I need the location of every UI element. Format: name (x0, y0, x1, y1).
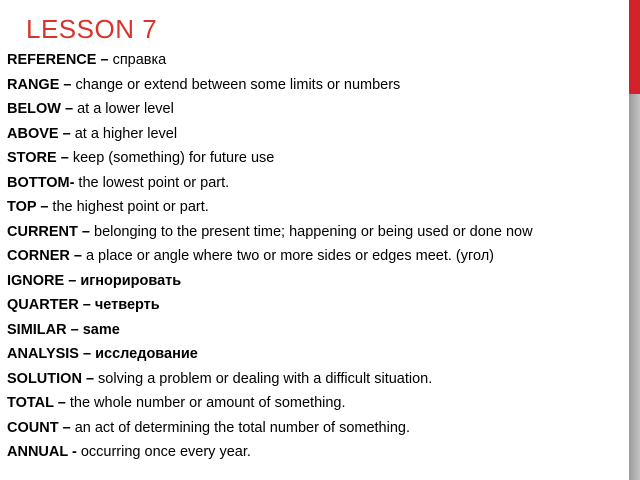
vocabulary-item (7, 367, 625, 392)
vocabulary-definition: occurring once every year. (80, 444, 251, 460)
vocabulary-item (7, 391, 625, 416)
vocabulary-term: TOP (7, 199, 37, 215)
vocabulary-term: QUARTER (7, 297, 79, 313)
vocabulary-term: SOLUTION (7, 370, 82, 387)
grey-side-bar (629, 94, 640, 480)
vocabulary-term: STORE (7, 150, 57, 166)
vocabulary-item (7, 48, 625, 73)
vocabulary-term: SIMILAR (7, 321, 67, 338)
term-separator: – (36, 199, 53, 215)
vocabulary-item (7, 73, 625, 98)
vocabulary-term: ABOVE (7, 125, 59, 142)
vocabulary-item (7, 220, 625, 245)
vocabulary-term: BOTTOM (7, 174, 70, 191)
vocabulary-term: RANGE (7, 76, 60, 93)
vocabulary-definition: the highest point or part. (52, 199, 209, 215)
term-separator: – (60, 101, 78, 117)
vocabulary-list (7, 48, 625, 465)
vocabulary-term: ANNUAL (7, 444, 68, 460)
vocabulary-definition: the whole number or amount of something. (69, 395, 346, 411)
vocabulary-item (7, 195, 625, 220)
vocabulary-definition: at a lower level (77, 101, 174, 117)
vocabulary-definition: an act of determining the total number of something. (74, 419, 410, 436)
vocabulary-item (7, 244, 625, 269)
term-separator: – (64, 272, 81, 289)
vocabulary-definition: same (82, 321, 120, 338)
vocabulary-item (7, 122, 625, 147)
vocabulary-definition: belonging to the present time; happening or being used or done now (94, 223, 533, 240)
vocabulary-item (7, 293, 625, 318)
vocabulary-item (7, 97, 625, 122)
term-separator: – (56, 150, 73, 166)
vocabulary-item (7, 440, 625, 465)
term-separator: – (69, 248, 86, 264)
vocabulary-term: COUNT (7, 419, 59, 436)
vocabulary-definition: at a higher level (74, 125, 178, 142)
vocabulary-term: CORNER (7, 248, 70, 264)
lesson-title: LESSON 7 (26, 14, 158, 44)
term-separator: – (66, 321, 83, 338)
vocabulary-term: IGNORE (7, 272, 65, 289)
vocabulary-term: BELOW (7, 101, 61, 117)
vocabulary-item (7, 342, 625, 367)
vocabulary-definition: change or extend between some limits or numbers (75, 76, 401, 93)
vocabulary-definition: the lowest point or part. (78, 174, 230, 191)
red-accent-bar (629, 0, 640, 94)
vocabulary-item (7, 416, 625, 441)
vocabulary-definition: a place or angle where two or more sides or edges meet. (угол) (85, 248, 494, 264)
term-separator: – (78, 346, 96, 362)
vocabulary-definition: исследование (95, 346, 198, 362)
vocabulary-term: REFERENCE (7, 52, 97, 68)
term-separator: – (81, 370, 99, 387)
vocabulary-term: CURRENT (7, 223, 78, 240)
term-separator: – (53, 395, 70, 411)
term-separator: – (78, 297, 95, 313)
vocabulary-definition: игнорировать (80, 272, 182, 289)
vocabulary-item (7, 171, 625, 196)
vocabulary-item (7, 318, 625, 343)
term-separator: - (67, 444, 81, 460)
term-separator: – (59, 76, 76, 93)
term-separator: - (69, 174, 79, 191)
vocabulary-term: ANALYSIS (7, 346, 79, 362)
vocabulary-definition: четверть (94, 297, 160, 313)
vocabulary-definition: справка (112, 52, 167, 68)
vocabulary-item (7, 269, 625, 294)
vocabulary-item (7, 146, 625, 171)
term-separator: – (58, 125, 75, 142)
vocabulary-definition: keep (something) for future use (72, 150, 275, 166)
vocabulary-term: TOTAL (7, 395, 54, 411)
term-separator: – (77, 223, 95, 240)
term-separator: – (96, 52, 113, 68)
term-separator: – (58, 419, 75, 436)
vocabulary-definition: solving a problem or dealing with a difficult situation. (98, 370, 433, 387)
